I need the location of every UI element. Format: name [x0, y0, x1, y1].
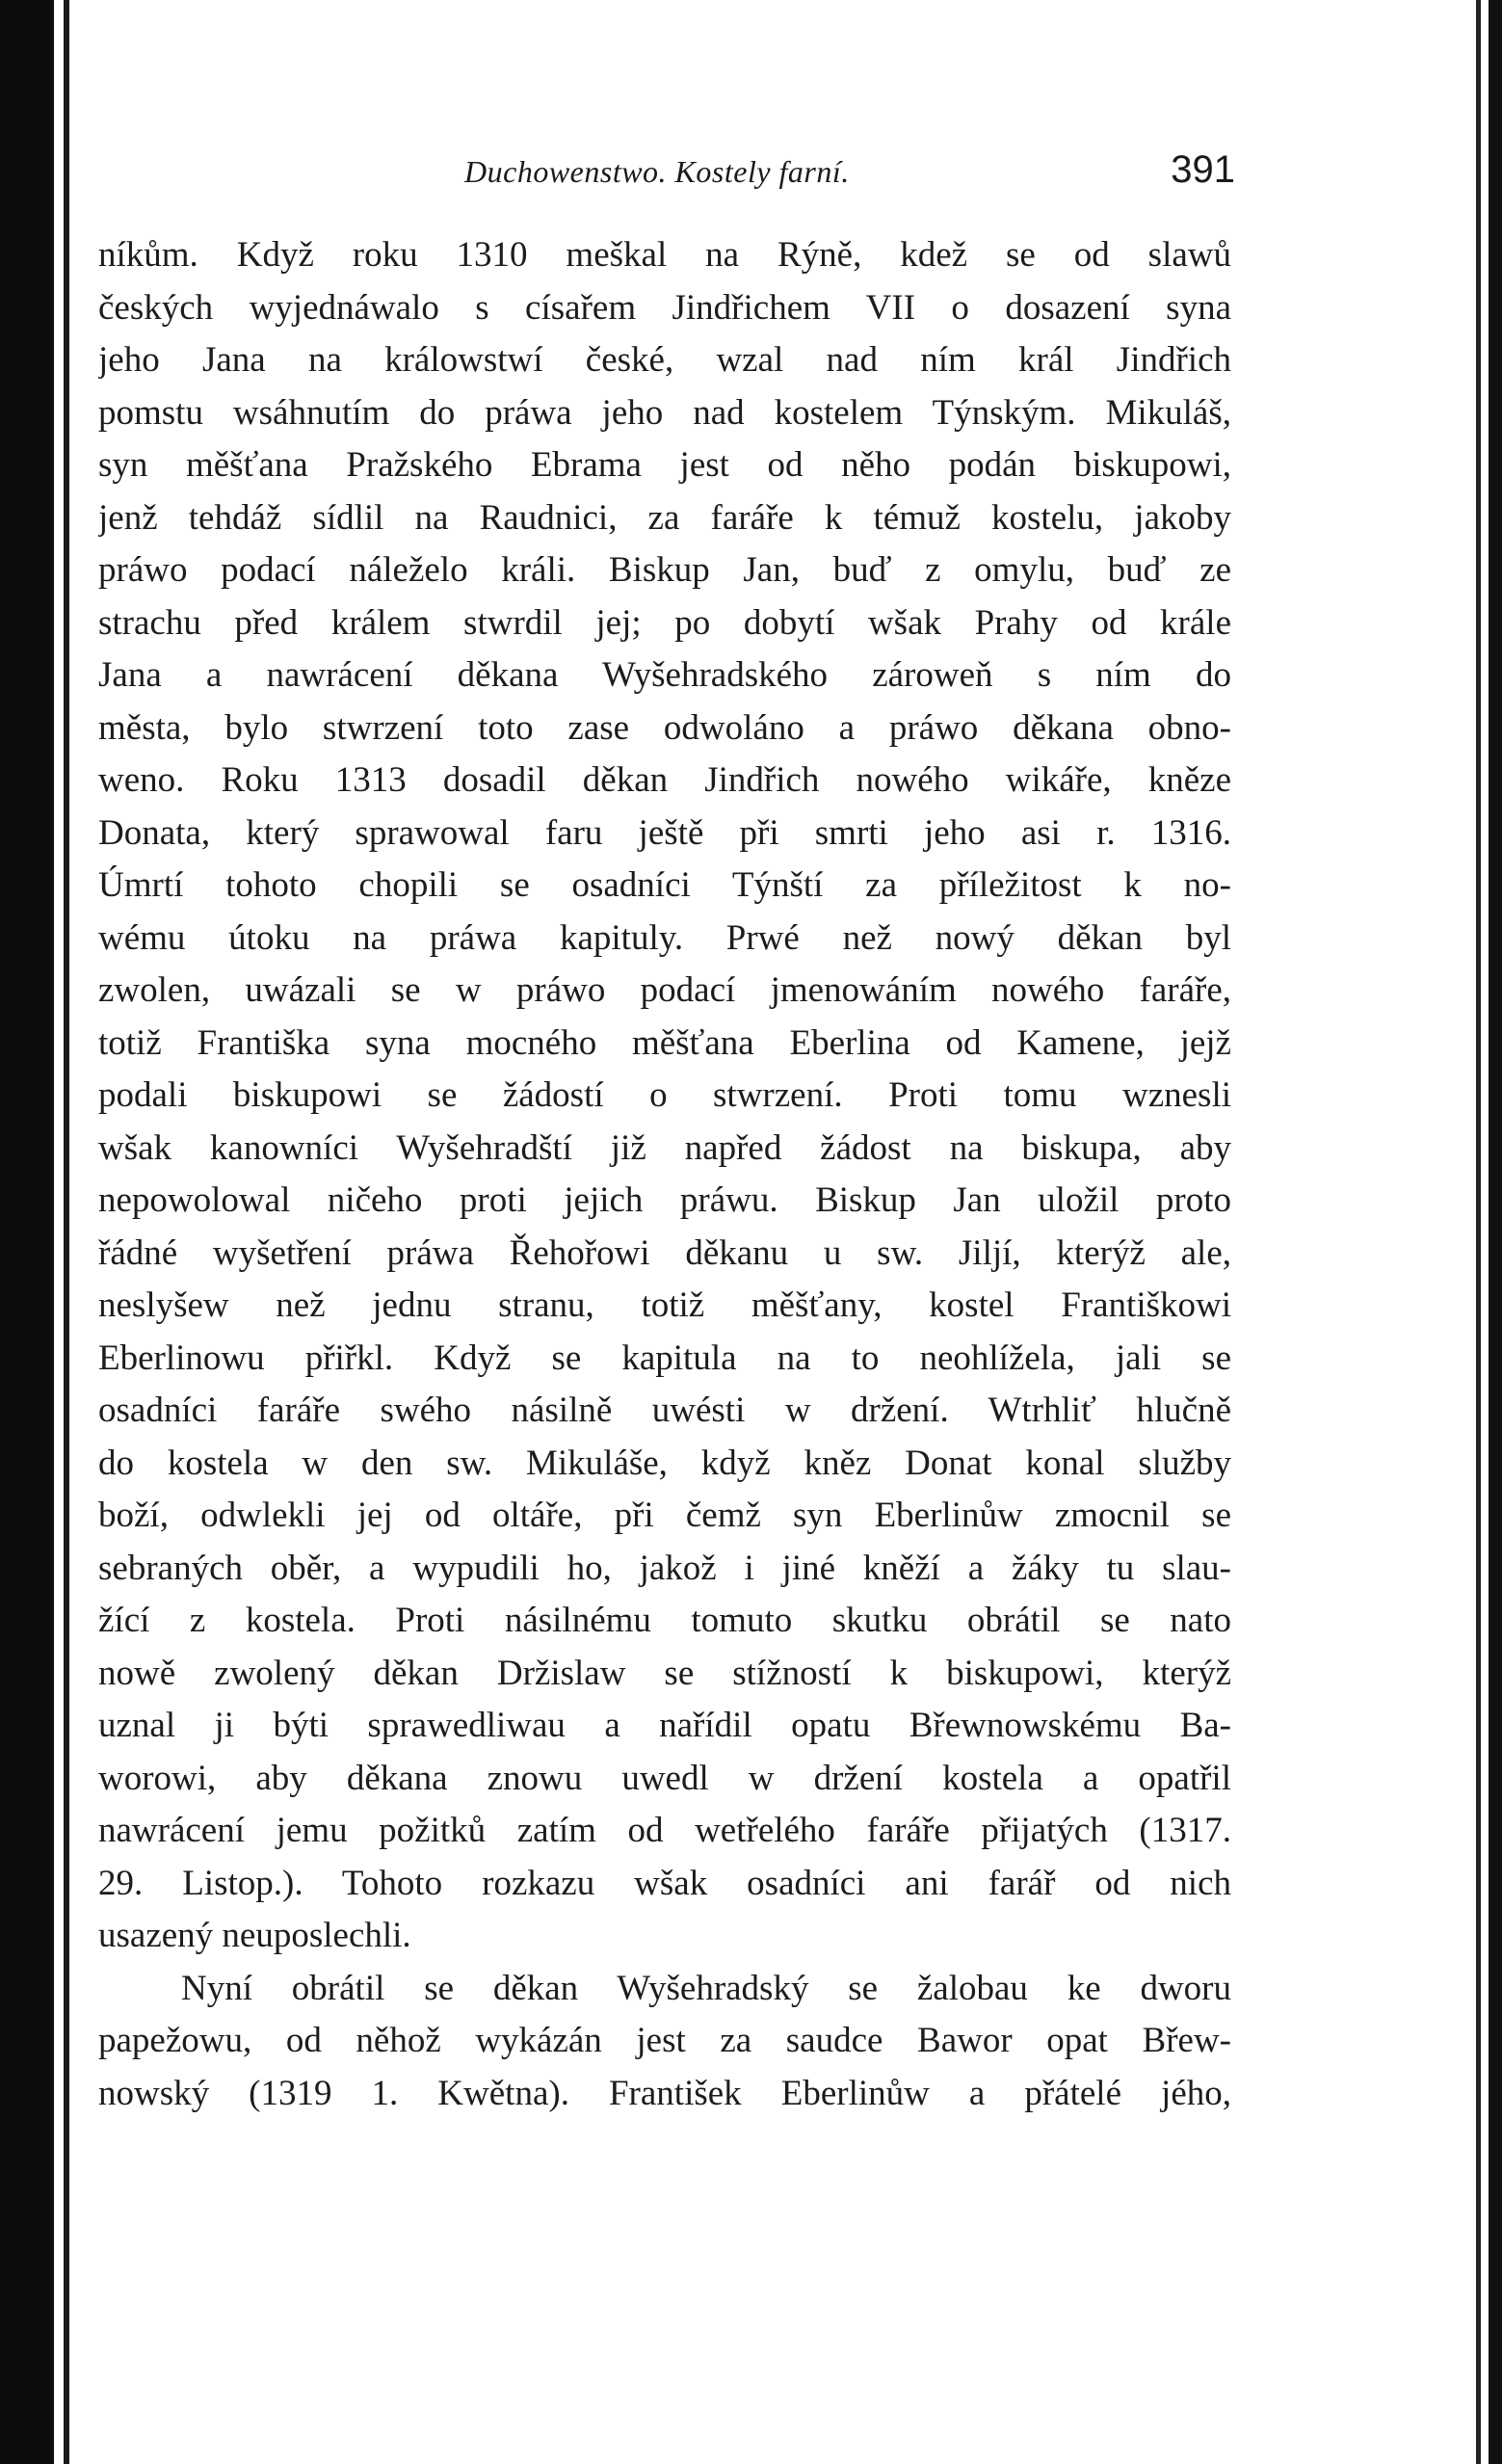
text-line: nowský (1319 1. Kwětna). František Eberlinůw a přátelé jého,: [98, 2073, 1231, 2113]
text-line: worowi, aby děkana znowu uwedl w držení kostela a opatřil: [98, 1758, 1231, 1798]
text-line: jenž tehdáž sídlil na Raudnici, za faráře k témuž kostelu, jakoby: [98, 497, 1231, 538]
text-line: wšak kanowníci Wyšehradští již napřed žádost na biskupa, aby: [98, 1127, 1231, 1168]
running-head-title: Duchowenstwo. Kostely farní.: [464, 154, 850, 189]
text-line: 29. Listop.). Tohoto rozkazu wšak osadníci ani farář od nich: [98, 1863, 1231, 1903]
body-text: [98, 229, 1231, 2120]
page-content: [98, 145, 1235, 2120]
text-line: Nyní obrátil se děkan Wyšehradský se žalobau ke dworu: [181, 1968, 1231, 2008]
scan-left-border: [0, 0, 54, 2464]
text-line: Eberlinowu přiřkl. Když se kapitula na to neohlížela, jali se: [98, 1338, 1231, 1378]
text-line: boží, odwlekli jej od oltáře, při čemž syn Eberlinůw zmocnil se: [98, 1496, 1231, 1535]
text-line: papežowu, od něhož wykázán jest za saudce Bawor opat Břew-: [98, 2021, 1231, 2060]
text-line: weno. Roku 1313 dosadil děkan Jindřich nowého wikáře, kněze: [98, 760, 1231, 800]
text-line: Jana a nawrácení děkana Wyšehradského zároweň s ním do: [98, 655, 1231, 695]
text-line: žící z kostela. Proti násilnému tomuto skutku obrátil se nato: [98, 1601, 1231, 1640]
text-line: českých wyjednáwalo s císařem Jindřichem VII o dosazení syna: [98, 287, 1231, 328]
text-line: wému útoku na práwa kapituly. Prwé než nowý děkan byl: [98, 917, 1231, 958]
text-line: zwolen, uwázali se w práwo podací jmenowáním nowého faráře,: [98, 970, 1231, 1010]
text-line: uznal ji býti sprawedliwau a nařídil opatu Břewnowskému Ba-: [98, 1706, 1231, 1745]
text-line: strachu před králem stwrdil jej; po dobytí wšak Prahy od krále: [98, 602, 1231, 643]
text-line: do kostela w den sw. Mikuláše, když kněz Donat konal služby: [98, 1443, 1231, 1483]
page-number: 391: [1171, 148, 1235, 191]
text-line: syn měšťana Pražského Ebrama jest od něho podán biskupowi,: [98, 445, 1231, 485]
scan-left-rule: [64, 0, 69, 2464]
scan-right-rule: [1476, 0, 1481, 2464]
text-line: jeho Jana na králowstwí české, wzal nad ním král Jindřich: [98, 340, 1231, 380]
text-line: pomstu wsáhnutím do práwa jeho nad kostelem Týnským. Mikuláš,: [98, 392, 1231, 433]
text-line: totiž Františka syna mocného měšťana Eberlina od Kamene, jejž: [98, 1022, 1231, 1063]
text-line: usazený neuposlechli.: [98, 1916, 411, 1955]
text-line: níkům. Když roku 1310 meškal na Rýně, kdež se od slawů: [98, 235, 1231, 275]
text-line: nowě zwolený děkan Držislaw se stížností k biskupowi, kterýž: [98, 1653, 1231, 1693]
text-line: sebraných oběr, a wypudili ho, jakož i jiné kněží a žáky tu slau-: [98, 1548, 1231, 1588]
text-line: města, bylo stwrzení toto zase odwoláno a práwo děkana obno-: [98, 707, 1231, 748]
text-line: řádné wyšetření práwa Řehořowi děkanu u sw. Jiljí, kterýž ale,: [98, 1232, 1231, 1273]
scan-right-border: [1489, 0, 1502, 2464]
text-line: Donata, který sprawowal faru ještě při smrti jeho asi r. 1316.: [98, 812, 1231, 853]
text-line: osadníci faráře swého násilně uwésti w držení. Wtrhliť hlučně: [98, 1391, 1231, 1430]
text-line: práwo podací náleželo králi. Biskup Jan, buď z omylu, buď ze: [98, 550, 1231, 590]
text-line: nawrácení jemu požitků zatím od wetřelého faráře přijatých (1317.: [98, 1811, 1231, 1850]
text-line: neslyšew než jednu stranu, totiž měšťany, kostel Františkowi: [98, 1285, 1231, 1325]
text-line: nepowolowal ničeho proti jejich práwu. Biskup Jan uložil proto: [98, 1180, 1231, 1220]
text-line: Úmrtí tohoto chopili se osadníci Týnští za příležitost k no-: [98, 865, 1231, 905]
running-head: [98, 145, 1235, 202]
text-line: podali biskupowi se žádostí o stwrzení. Proti tomu wznesli: [98, 1075, 1231, 1115]
